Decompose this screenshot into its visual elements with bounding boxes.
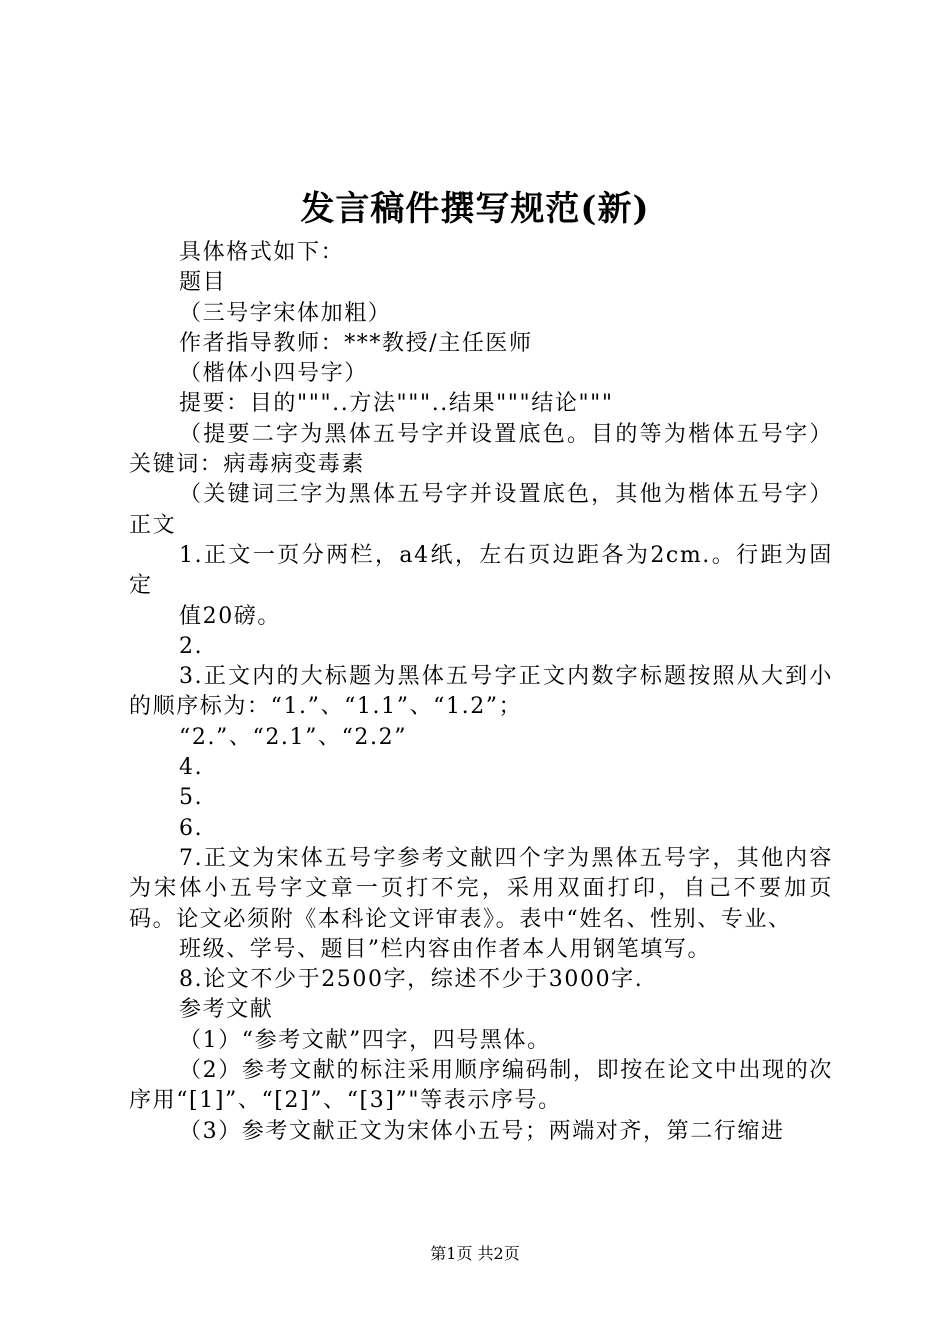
paragraph-item-7-cont: 班级、学号、题目”栏内容由作者本人用钢笔填写。 (179, 936, 712, 962)
paragraph-references-3: （3）参考文献正文为宋体小五号；两端对齐，第二行缩进 (179, 1118, 785, 1144)
document-title: 发言稿件撰写规范(新) (300, 189, 650, 229)
paragraph-title-label: 题目 (179, 270, 227, 296)
paragraph-item-3-cont: “2.”、“2.1”、“2.2” (179, 724, 408, 750)
paragraph-item-1-cont: 值20磅。 (179, 603, 281, 629)
paragraph-item-5: 5. (179, 785, 204, 811)
paragraph-item-7: 7.正文为宋体五号字参考文献四个字为黑体五号字，其他内容为宋体小五号字文章一页打不完，采用双面打印，自己不要加页码。论文必须附《本科论文评审表》。表中“姓名、性别、专业、 (129, 845, 833, 932)
paragraph-title-font-note: （三号字宋体加粗） (179, 300, 392, 326)
paragraph-author-font-note: （楷体小四号字） (179, 361, 368, 387)
paragraph-item-1: 1.正文一页分两栏，a4纸，左右页边距各为2cm.。行距为固定 (129, 542, 833, 599)
paragraph-references-heading: 参考文献 (179, 997, 274, 1023)
paragraph-item-2: 2. (179, 633, 204, 659)
paragraph-keywords-note: （关键词三字为黑体五号字并设置底色，其他为楷体五号字）正文 (129, 482, 833, 538)
paragraph-abstract: 提要：目的"""..方法"""..结果"""结论""" (179, 391, 614, 417)
page-footer: 第1页 共2页 (430, 1244, 520, 1263)
paragraph-author: 作者指导教师：***教授/主任医师 (179, 330, 533, 356)
document-body (129, 238, 833, 1147)
paragraph-item-3: 3.正文内的大标题为黑体五号字正文内数字标题按照从大到小的顺序标为：“1.”、“1.1”、“1.2”； (129, 664, 833, 720)
paragraph-item-4: 4. (179, 755, 204, 781)
paragraph-item-6: 6. (179, 815, 204, 841)
paragraph-references-2: （2）参考文献的标注采用顺序编码制，即按在论文中出现的次序用“[1]”、“[2]”、“[3]”"等表示序号。 (129, 1058, 833, 1114)
paragraph-item-8: 8.论文不少于2500字，综述不少于3000字. (179, 967, 644, 993)
paragraph-references-1: （1）“参考文献”四字，四号黑体。 (179, 1027, 551, 1053)
paragraph-abstract-note: （提要二字为黑体五号字并设置底色。目的等为楷体五号字）关键词：病毒病变毒素 (129, 421, 833, 478)
paragraph-format-intro: 具体格式如下： (179, 240, 345, 265)
